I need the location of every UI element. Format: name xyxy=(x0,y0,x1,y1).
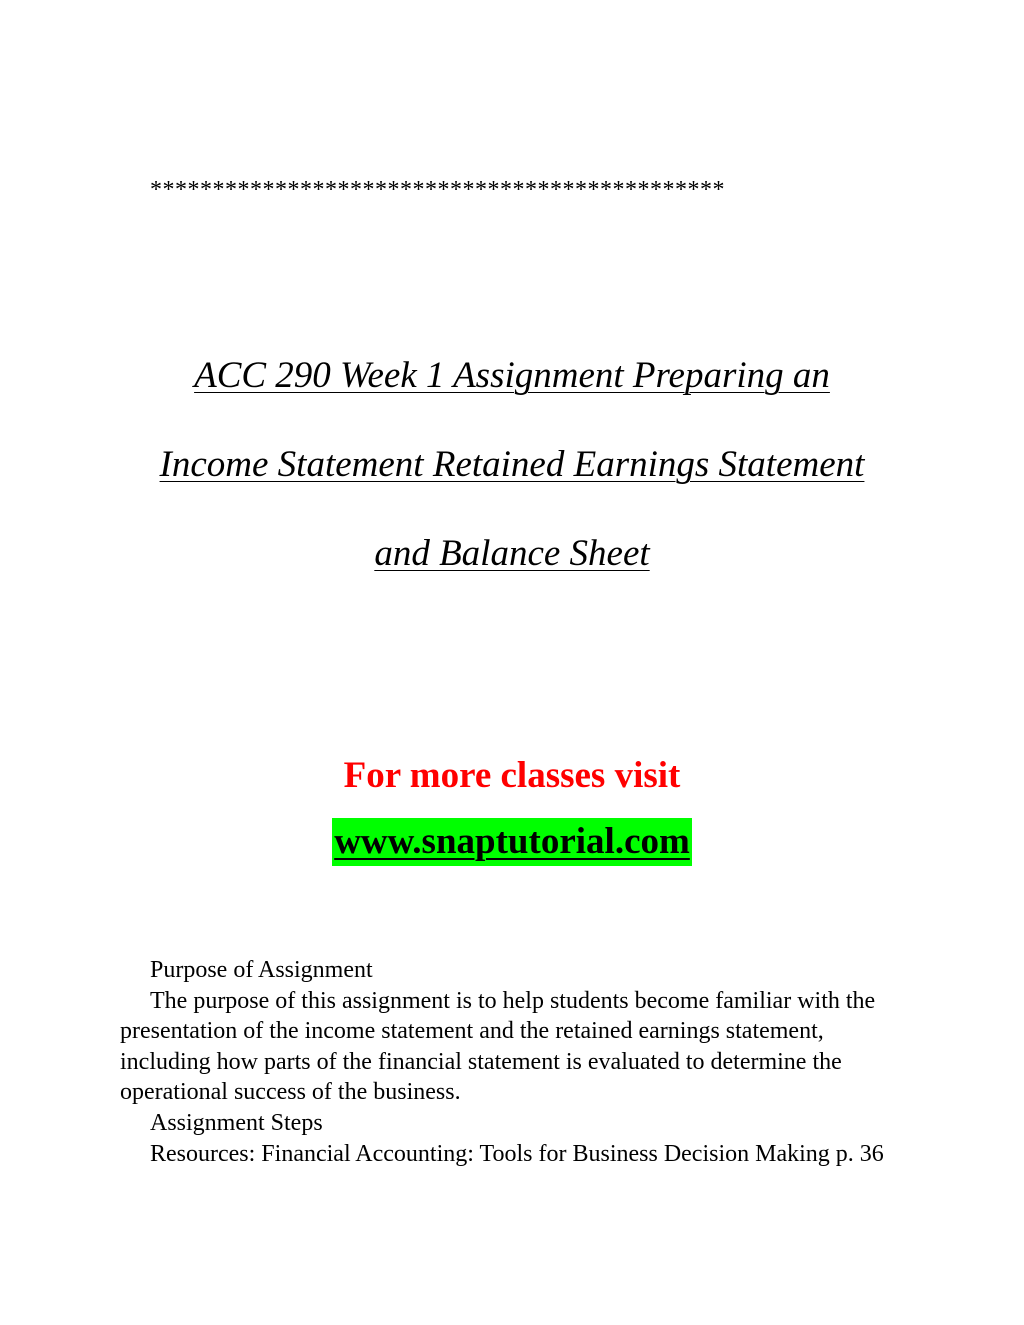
promo-text: For more classes visit xyxy=(343,755,681,796)
section-heading-steps: Assignment Steps xyxy=(150,1109,323,1136)
website-link[interactable]: www.snaptutorial.com xyxy=(332,818,692,866)
title-line-2: Income Statement Retained Earnings Statement xyxy=(159,444,865,485)
title-line-1: ACC 290 Week 1 Assignment Preparing an xyxy=(194,355,830,396)
body-text xyxy=(120,955,910,1169)
section-heading-purpose: Purpose of Assignment xyxy=(150,957,373,983)
website-container xyxy=(0,818,1024,866)
title-line-3: and Balance Sheet xyxy=(374,533,650,574)
separator-line: ********************************************** xyxy=(150,177,725,203)
purpose-paragraph: The purpose of this assignment is to help students become familiar with the presentation of the income statement and the retained earnings statement, including how parts of the financial statement is evaluated to determine the operational success of the business. xyxy=(120,987,876,1106)
resources-paragraph: Resources: Financial Accounting: Tools for Business Decision Making p. 36 xyxy=(150,1140,884,1167)
